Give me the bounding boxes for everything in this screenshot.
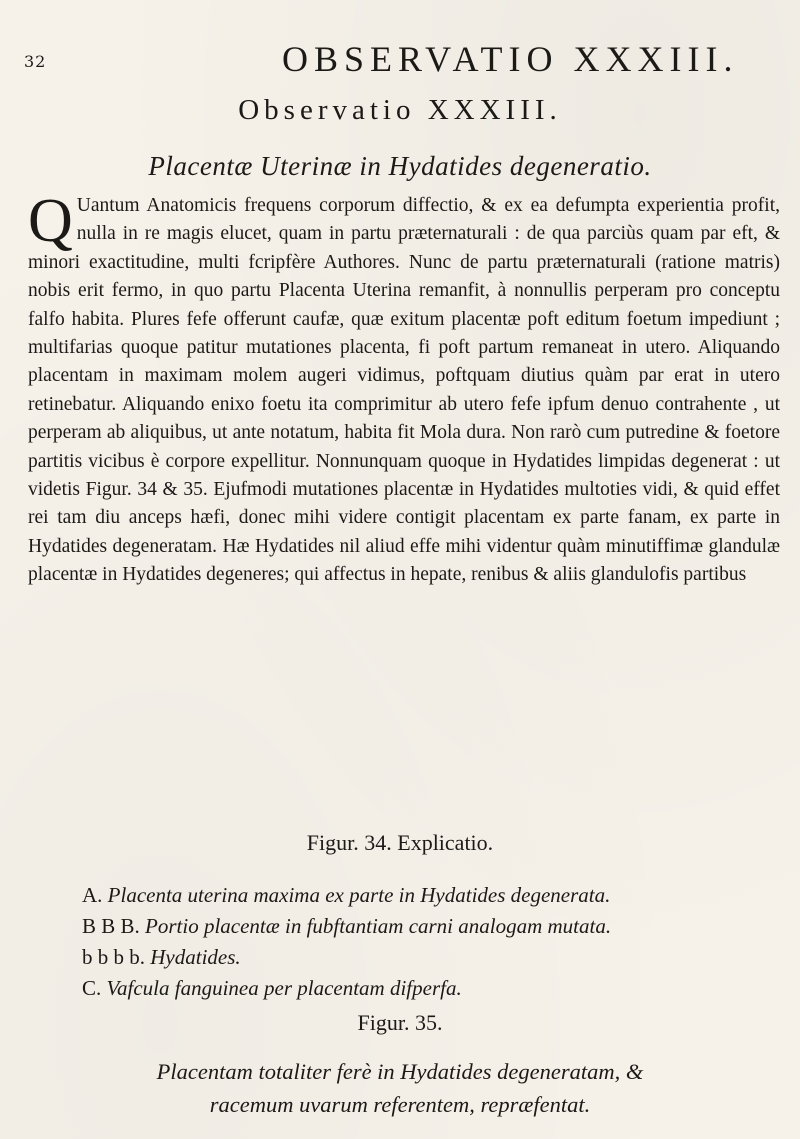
body-text: Uantum Anatomicis frequens corporum diffectio, & ex ea defumpta experientia profit, nulla in re magis elucet, quam in partu præternaturali : de qua parciùs quam par eft, & minori exactitudine, multi fcripfère Authores. Nunc de partu præternaturali (ratione matris) nobis erit fermo, in quo partu Placenta Uterina remanfit, à nonnullis perperam pro conceptu falfo habita. Plures fefe offerunt caufæ, quæ exitum placentæ poft editum foetum impediunt ; multifarias quoque patitur mutationes placenta, fi poft partum remaneat in utero. Aliquando placentam in maximam molem augeri vidimus, poftquam diutius quàm par erat in utero retinebatur. Aliquando enixo foetu ita comprimitur ab utero fefe ipfum denuo contrahente , ut perperam ab aliquibus, ut ante notatum, habita fit Mola dura. Non rarò cum putredine & foetore partitis vicibus è corpore expellitur. Nonnunquam quoque in Hydatides limpidas degenerat : ut videtis Figur. 34 & 35. Ejufmodi mutationes placentæ in Hydatides multoties vidi, & quid effet rei tam diu anceps hæfi, donec mihi videre contigit placentam ex parte fanam, ex parte in Hydatides degeneratam. Hæ Hydatides nil aliud effe mihi videntur quàm minutiffimæ glandulæ placentæ in Hydatides degeneres; qui affectus in hepate, renibus & aliis glandulofis partibus	[28, 195, 780, 586]
explanation-key: C.	[82, 976, 102, 1000]
running-head	[0, 38, 800, 82]
explanation-text: Hydatides.	[150, 945, 241, 969]
observation-heading	[0, 94, 800, 182]
observation-title: Observatio XXXIII.	[238, 94, 562, 126]
figure-35-caption-line: Placentam totaliter ferè in Hydatides degeneratam, &	[156, 1059, 644, 1084]
figure-34-title: Figur. 34. Explicatio.	[306, 830, 494, 855]
explanation-key: b b b b.	[82, 945, 145, 969]
figure-34-explanation	[82, 880, 782, 1004]
running-title: OBSERVATIO XXXIII.	[282, 39, 739, 79]
explanation-item	[82, 973, 782, 1004]
figure-35-title: Figur. 35.	[357, 1010, 443, 1035]
explanation-key: A.	[82, 883, 103, 907]
explanation-key: B B B.	[82, 914, 140, 938]
drop-cap: Q	[28, 187, 73, 255]
page-number: 32	[24, 52, 47, 71]
body-paragraph	[28, 187, 780, 590]
observation-subtitle: Placentæ Uterinæ in Hydatides degeneratio.	[148, 151, 652, 181]
explanation-text: Vafcula fanguinea per placentam difperfa.	[106, 976, 462, 1000]
explanation-text: Portio placentæ in fubftantiam carni analogam mutata.	[145, 914, 612, 938]
explanation-item	[82, 942, 782, 973]
explanation-item	[82, 880, 782, 911]
figure-35-caption-line: racemum uvarum referentem, repræfentat.	[209, 1092, 591, 1117]
figure-35-caption	[0, 1055, 800, 1121]
explanation-item	[82, 911, 782, 942]
explanation-text: Placenta uterina maxima ex parte in Hydatides degenerata.	[107, 883, 611, 907]
